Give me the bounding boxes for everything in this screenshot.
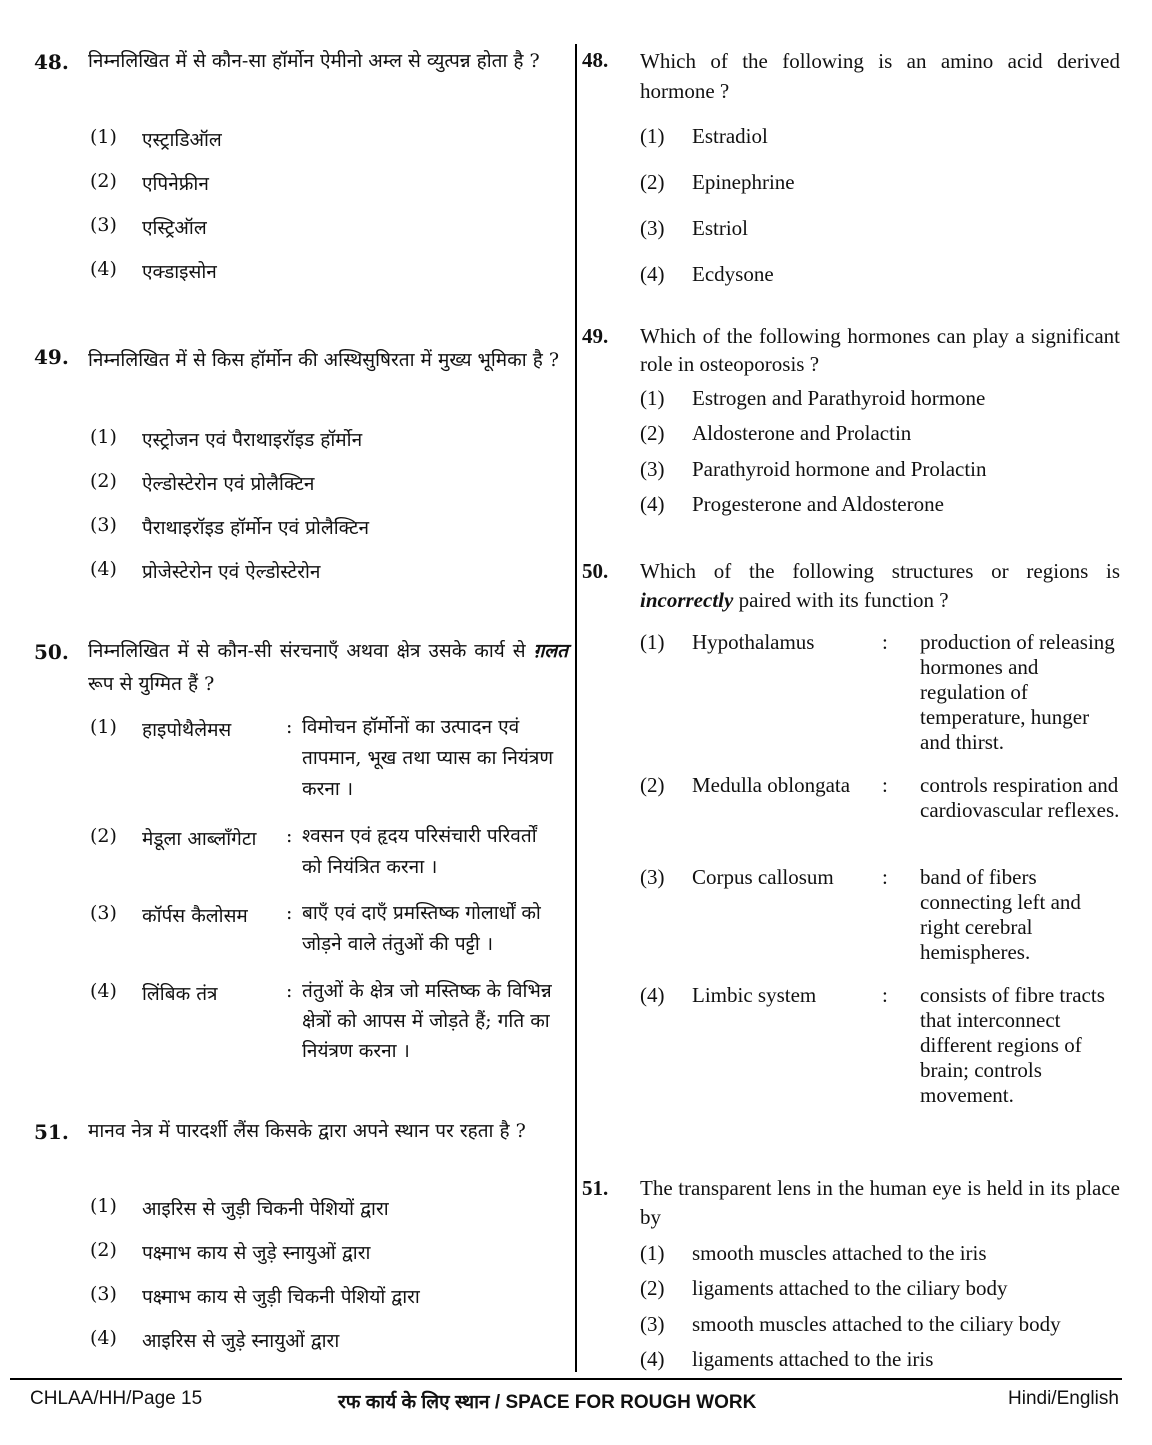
question-text: निम्नलिखित में से कौन-सी संरचनाएँ अथवा क्षेत्र उसके कार्य से ग़लत रूप से युग्मित हैं ? xyxy=(88,640,568,695)
language-label: Hindi/English xyxy=(1008,1388,1119,1409)
question-number: 51. xyxy=(34,1120,69,1144)
column-divider xyxy=(575,44,577,1372)
question-text: The transparent lens in the human eye is held in its place by xyxy=(640,1176,1120,1229)
question-text: Which of the following hormones can play a significant role in osteoporosis ? xyxy=(640,324,1120,376)
question-text: मानव नेत्र में पारदर्शी लैंस किसके द्वारा अपने स्थान पर रहता है ? xyxy=(88,1120,526,1142)
question-number: 50. xyxy=(582,559,609,583)
question-number: 48. xyxy=(582,48,609,72)
page-code: CHLAA/HH/Page 15 xyxy=(30,1388,203,1409)
emphasis-word: incorrectly xyxy=(640,588,734,612)
question-number: 49. xyxy=(34,345,69,369)
question-number: 50. xyxy=(34,640,69,664)
emphasis-word: ग़लत xyxy=(533,640,568,662)
question-text: निम्नलिखित में से किस हॉर्मोन की अस्थिसुषिरता में मुख्य भूमिका है ? xyxy=(88,349,560,371)
question-text: निम्नलिखित में से कौन-सा हॉर्मोन ऐमीनो अम्ल से व्युत्पन्न होता है ? xyxy=(88,50,540,72)
question-text: Which of the following structures or regions is incorrectly paired with its function ? xyxy=(640,559,1120,612)
footer-rule xyxy=(10,1378,1122,1380)
question-number: 49. xyxy=(582,324,609,348)
question-number: 51. xyxy=(582,1176,609,1200)
question-text: Which of the following is an amino acid derived hormone ? xyxy=(640,49,1120,103)
question-number: 48. xyxy=(34,50,69,74)
rough-work-label: रफ कार्य के लिए स्थान / SPACE FOR ROUGH WORK xyxy=(338,1392,757,1413)
